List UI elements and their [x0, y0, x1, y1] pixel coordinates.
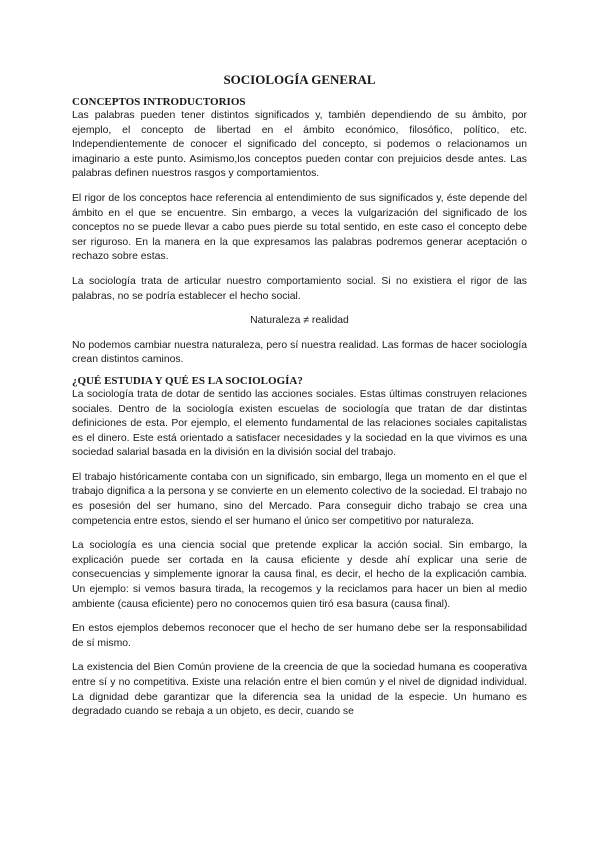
document-body	[72, 72, 527, 730]
formula-line: Naturaleza ≠ realidad	[250, 315, 349, 327]
document-title: SOCIOLOGÍA GENERAL	[223, 72, 376, 87]
paragraph: El trabajo históricamente contaba con un significado, sin embargo, llega un momento en el que el trabajo dignifica a la persona y se convierte en un elemento colectivo de la sociedad. El trabajo no es posesión del ser humano, sino del Mercado. Para conseguir dicho trabajo se crea una competencia entre estos, siendo el ser humano el único ser competitivo por naturaleza.	[72, 471, 527, 527]
section-heading-que-estudia: ¿QUÉ ESTUDIA Y QUÉ ES LA SOCIOLOGÍA?	[72, 374, 303, 387]
paragraph: La sociología trata de articular nuestro comportamiento social. Si no existiera el rigor de las palabras, no se podría establecer el hecho social.	[72, 275, 527, 302]
paragraph: No podemos cambiar nuestra naturaleza, pero sí nuestra realidad. Las formas de hacer sociología crean distintos caminos.	[72, 339, 527, 366]
paragraph: En estos ejemplos debemos reconocer que el hecho de ser humano debe ser la responsabilidad de sí mismo.	[72, 623, 527, 649]
section-heading-conceptos: CONCEPTOS INTRODUCTORIOS	[72, 96, 246, 108]
paragraph: Las palabras pueden tener distintos significados y, también dependiendo de su ámbito, por ejemplo, el concepto de libertad en el ámbito económico, filosófico, político, etc. Independientemente de conocer el significado del concepto, si podemos o relacionamos un imaginario a este punto. Asimismo,los conceptos pueden contar con prejuicios desde antes. Las palabras definen nuestros rasgos y comportamientos.	[72, 110, 527, 180]
paragraph: La sociología trata de dotar de sentido las acciones sociales. Estas últimas construyen relaciones sociales. Dentro de la sociología existen escuelas de sociología que tratan de dar distintas definiciones de esta. Por ejemplo, el elemento fundamental de las relaciones sociales capitalistas es el dinero. Este está orientado a satisfacer necesidades y la sociedad en la que vivimos es una sociedad salarial basada en la división en la división social del trabajo.	[72, 388, 527, 459]
paragraph: La sociología es una ciencia social que pretende explicar la acción social. Sin embargo, la explicación puede ser cortada en la causa eficiente y desde ahí explicar una serie de consecuencias y simplemente ignorar la causa final, es decir, el hecho de la explicación cambia. Un ejemplo: si vemos basura tirada, la recogemos y la reciclamos para hacer un bien al medio ambiente (causa eficiente) pero no conocemos quien tiró esa basura (causa final).	[72, 540, 527, 610]
paragraph: El rigor de los conceptos hace referencia al entendimiento de sus significados y, éste depende del ámbito en el que se encuentre. Sin embargo, a veces la vulgarización del significado de los conceptos no se puede llevar a cabo pues pierde su total sentido, en este caso el concepto debe ser riguroso. En la manera en la que expresamos las palabras podremos generar aceptación o rechazo sobre estas.	[72, 192, 527, 263]
paragraph: La existencia del Bien Común proviene de la creencia de que la sociedad humana es cooperativa entre sí y no competitiva. Existe una relación entre el bien común y el nivel de dignidad individual. La dignidad debe garantizar que la diferencia sea la unidad de la especie. Un humano es degradado cuando se rebaja a un objeto, es decir, cuando se	[72, 662, 527, 718]
